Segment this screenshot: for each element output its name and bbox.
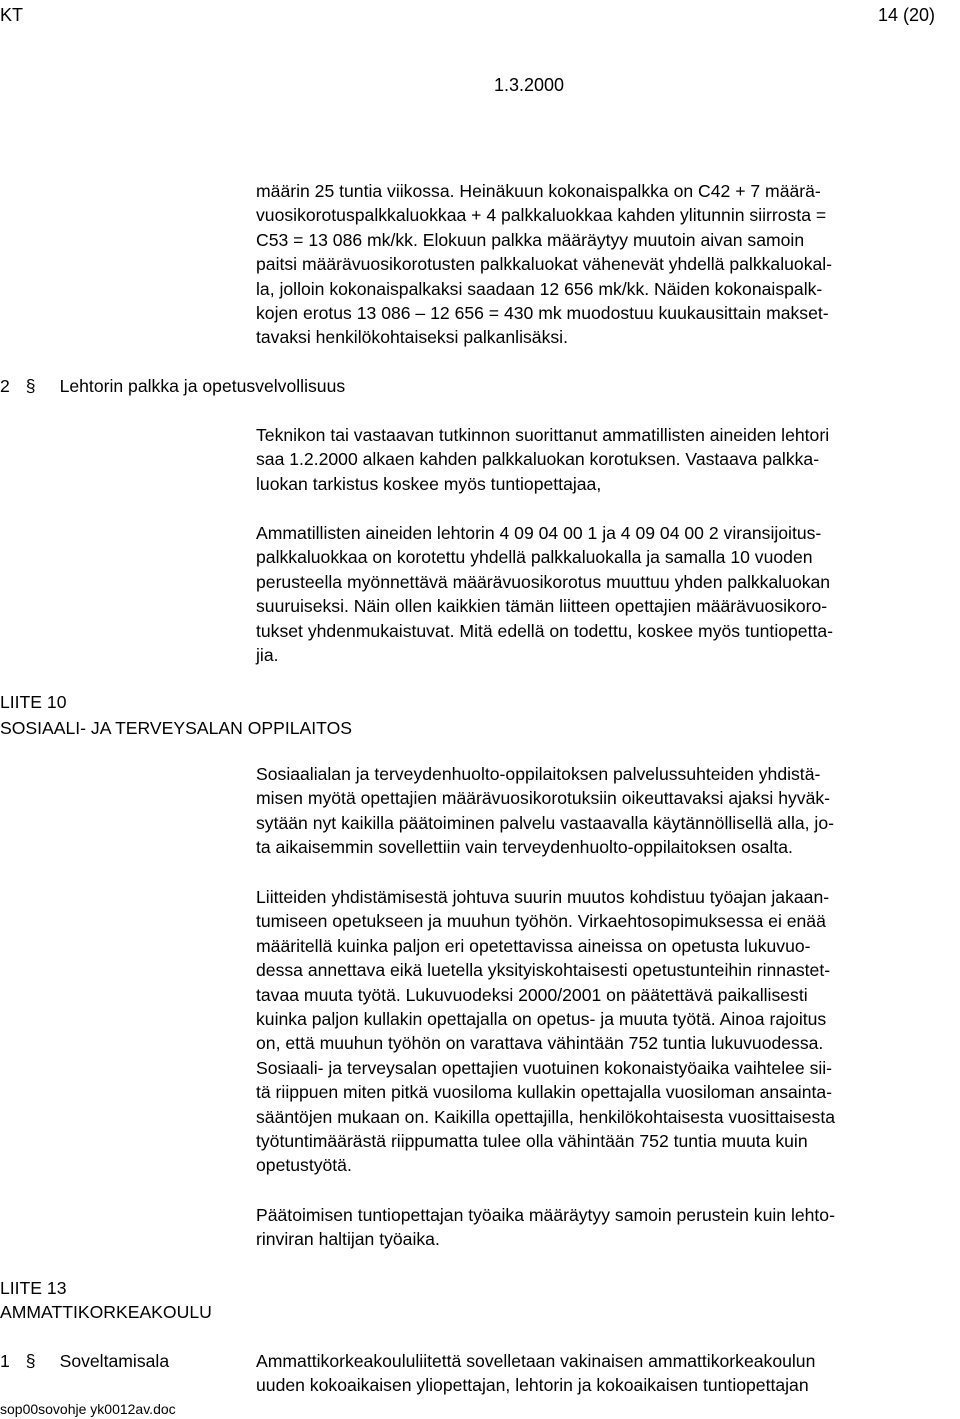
text-line: tumiseen opetukseen ja muuhun työhön. Virkaehtosopimuksessa ei enää xyxy=(256,911,826,932)
text-line: tukset yhdenmukaistuvat. Mitä edellä on todettu, koskee myös tuntiopetta- xyxy=(256,620,834,641)
section-2-heading xyxy=(0,374,345,398)
text-line: Liitteiden yhdistämisestä johtuva suurin muutos kohdistuu työajan jakaan- xyxy=(256,887,830,907)
text-line: luokan tarkistus koskee myös tuntiopettajaa, xyxy=(256,473,602,494)
text-line: perusteella myönnettävä määrävuosikorotus muuttuu yhden palkkaluokan xyxy=(256,571,831,592)
text-line: jia. xyxy=(256,644,279,665)
text-line: tavaa muuta työtä. Lukuvuodeksi 2000/2001 on päätettävä paikallisesti xyxy=(256,984,808,1005)
text-line: on, että muuhun työhön on varattava vähintään 752 tuntia lukuvuodessa. xyxy=(256,1033,824,1054)
text-line: la, jolloin kokonaispalkaksi saadaan 12 656 mk/kk. Näiden kokonaispalk- xyxy=(256,278,823,299)
page-number: 14 (20) xyxy=(878,5,936,25)
section-symbol: § xyxy=(25,376,36,396)
text-line: dessa annettava eikä luetella yksityiskohtaisesti opetustunteihin rinnastet- xyxy=(256,960,831,981)
text-line: uuden kokoaikaisen yliopettajan, lehtorin ja kokoaikaisen tuntiopettajan xyxy=(256,1375,809,1396)
paragraph-polytechnic-scope xyxy=(256,1349,960,1398)
paragraph-hourly-teacher xyxy=(256,1203,960,1252)
text-line: Ammattikorkeakoululiitettä sovelletaan vakinaisen ammattikorkeakoulun xyxy=(256,1351,816,1371)
footer-filename: sop00sovohje yk0012av.doc xyxy=(0,1401,176,1417)
text-line: tavaksi henkilökohtaiseksi palkanlisäksi. xyxy=(256,327,568,348)
text-line: kuinka paljon kullakin opettajalla on opetus- ja muuta työtä. Ainoa rajoitus xyxy=(256,1008,827,1029)
document-date: 1.3.2000 xyxy=(494,75,565,95)
text-line: paitsi määrävuosikorotusten palkkaluokat vähenevät yhdellä palkkaluokal- xyxy=(256,254,833,275)
text-line: suuruiseksi. Näin ollen kaikkien tämän liitteen opettajien määrävuosikoro- xyxy=(256,596,828,617)
text-line: Ammatillisten aineiden lehtorin 4 09 04 00 1 ja 4 09 04 00 2 viransijoitus- xyxy=(256,523,822,543)
paragraph-working-time xyxy=(256,885,960,1178)
text-line: tä riippuen miten pitkä vuosiloma kullakin opettajalla vuosiloman ansainta- xyxy=(256,1082,833,1103)
text-line: saa 1.2.2000 alkaen kahden palkkaluokan korotuksen. Vastaava palkka- xyxy=(256,449,820,470)
text-line: kojen erotus 13 086 – 12 656 = 430 mk muodostuu kuukausittain makset- xyxy=(256,302,829,323)
text-line: Päätoimisen tuntiopettajan työaika määräytyy samoin perustein kuin lehto- xyxy=(256,1205,835,1225)
section-1-heading xyxy=(0,1349,169,1373)
header-left: KT xyxy=(0,5,24,25)
section-title: Soveltamisala xyxy=(59,1351,170,1371)
paragraph-technician-lecturer xyxy=(256,423,960,496)
text-line: C53 = 13 086 mk/kk. Elokuun palkka määräytyy muutoin aivan samoin xyxy=(256,229,805,250)
text-line: Sosiaalialan ja terveydenhuolto-oppilaitoksen palvelussuhteiden yhdistä- xyxy=(256,764,821,784)
section-symbol: § xyxy=(25,1351,36,1371)
appendix-13-label: LIITE 13 xyxy=(0,1278,67,1298)
section-number: 1 xyxy=(0,1351,10,1371)
text-line: vuosikorotuspalkkaluokkaa + 4 palkkaluokkaa kahden ylitunnin siirrosta = xyxy=(256,205,827,226)
appendix-13-title: AMMATTIKORKEAKOULU xyxy=(0,1302,212,1322)
text-line: ta aikaisemmin sovellettiin vain terveydenhuolto-oppilaitoksen osalta. xyxy=(256,837,793,858)
paragraph-social-health-merger xyxy=(256,762,960,860)
text-line: palkkaluokkaa on korotettu yhdellä palkkaluokalla ja samalla 10 vuoden xyxy=(256,547,813,568)
paragraph-vocational-lecturer xyxy=(256,521,960,667)
text-line: Sosiaali- ja terveysalan opettajien vuotuinen kokonaistyöaika vaihtelee sii- xyxy=(256,1057,833,1078)
text-line: sytään nyt kaikilla päätoiminen palvelu vastaavalla käytännöllisellä alla, jo- xyxy=(256,812,834,833)
paragraph-salary-example xyxy=(256,179,960,350)
appendix-10-title: SOSIAALI- JA TERVEYSALAN OPPILAITOS xyxy=(0,718,353,738)
text-line: määritellä kuinka paljon eri opetettavissa aineissa on opetusta lukuvuo- xyxy=(256,935,811,956)
text-line: määrin 25 tuntia viikossa. Heinäkuun kokonaispalkka on C42 + 7 määrä- xyxy=(256,181,821,201)
text-line: rinviran haltijan työaika. xyxy=(256,1229,440,1250)
appendix-10-label: LIITE 10 xyxy=(0,692,67,712)
section-number: 2 xyxy=(0,376,10,396)
text-line: työtuntimäärästä riippumatta tulee olla vähintään 752 tuntia muuta kuin xyxy=(256,1130,808,1151)
text-line: Teknikon tai vastaavan tutkinnon suorittanut ammatillisten aineiden lehtori xyxy=(256,425,830,445)
text-line: sääntöjen mukaan on. Kaikilla opettajilla, henkilökohtaisesta vuosittaisesta xyxy=(256,1106,835,1127)
text-line: misen myötä opettajien määrävuosikorotuksiin oikeuttavaksi ajaksi hyväk- xyxy=(256,788,831,809)
text-line: opetustyötä. xyxy=(256,1155,352,1176)
section-title: Lehtorin palkka ja opetusvelvollisuus xyxy=(59,376,346,396)
